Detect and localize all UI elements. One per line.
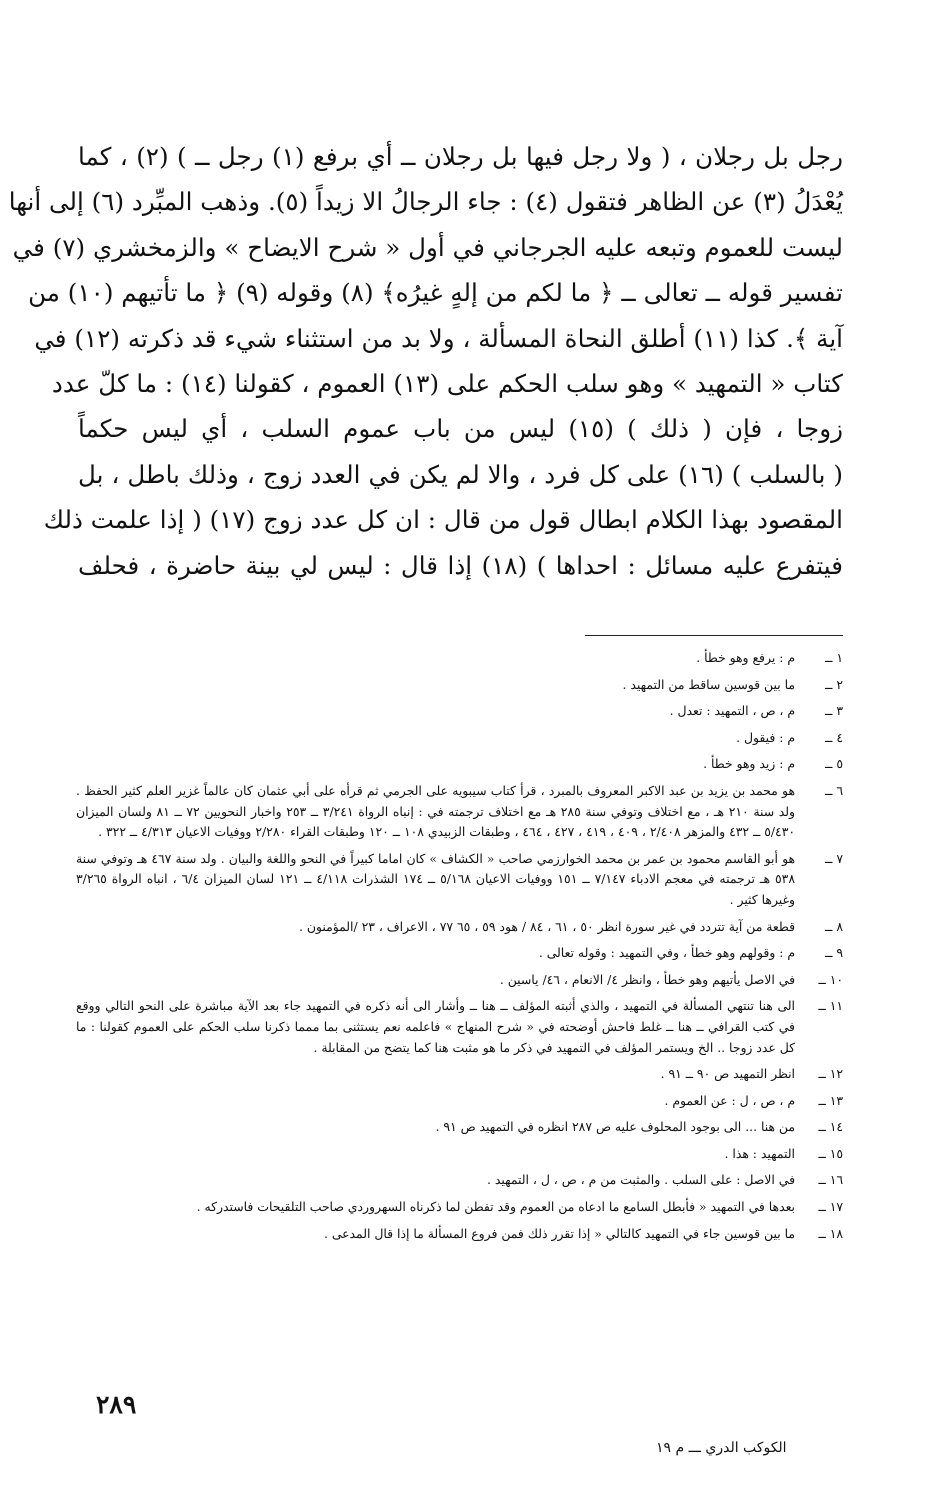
footnote-number: ١٢ ــ bbox=[818, 1066, 843, 1082]
main-line-8: ( بالسلب ) (١٦) على كل فرد ، والا لم يكن في العدد زوج ، وذلك باطل ، بل bbox=[78, 459, 843, 489]
main-text bbox=[8, 134, 844, 588]
footnote-13 bbox=[76, 1091, 843, 1112]
footnote-6 bbox=[76, 781, 843, 843]
footnote-text: بعدها في التمهيد « فأبطل السامع ما ادعاه من العموم وقد تفطن لما ذكرناه السهروردي صاحب التلقيحات فاستدركه . bbox=[196, 1199, 795, 1215]
footnote-number: ١٠ ــ bbox=[818, 971, 843, 987]
footnote-2 bbox=[76, 675, 843, 696]
footnote-text: من هنا ... الى بوجود المحلوف عليه ص ٢٨٧ انظره في التمهيد ص ٩١ . bbox=[435, 1119, 795, 1135]
main-line-9: المقصود بهذا الكلام ابطال قول من قال : ان كل عدد زوج (١٧) ( إذا علمت ذلك bbox=[43, 505, 843, 535]
footnote-text: ما بين قوسين ساقط من التمهيد . bbox=[622, 676, 795, 692]
footnote-text: التمهيد : هذا . bbox=[724, 1145, 795, 1161]
footnote-text: م : وقولهم وهو خطأ ، وفي التمهيد : وقوله تعالى . bbox=[538, 945, 795, 961]
main-line-4: تفسير قوله ــ تعالى ــ ﴿ ما لكم من إلهٍ غيرُه﴾ (٨) وقوله (٩) ﴿ ما تأتيهم (١٠) من bbox=[28, 278, 843, 308]
page-number: ٢٨٩ bbox=[96, 1390, 137, 1419]
footnote-text: هو أبو القاسم محمود بن عمر بن محمد الخوارزمي صاحب « الكشاف » كان اماما كبيراً في النحو واللغة والبيان . ولد سنة ٤٦٧ هـ وتوفي سنة ٥٣٨ هـ ترجمته في معجم الادباء ٧/١٤٧ ــ ١٥١ ووفيات الاعيان ٥/١٦٨ ــ ١٧٤ الشذرات ٤/١١٨ ــ ١٢١ لسان الميزان ٦/٤ ، انباه الرواة ٣/٢٦٥ وغيرها كثير . bbox=[76, 850, 795, 907]
footnote-7 bbox=[76, 849, 843, 911]
main-line-10: فيتفرع عليه مسائل : احداها ) (١٨) إذا قال : ليس لي بينة حاضرة ، فحلف bbox=[78, 550, 843, 580]
footnote-text: قطعة من آية تتردد في غير سورة انظر ٥٠ ، ٦١ ، ٨٤ / هود ٥٩ ، ٦٥ ٧٧ ، الاعراف ، ٢٣ /المؤمنون . bbox=[298, 918, 795, 934]
footnote-4 bbox=[76, 728, 843, 749]
footnote-14 bbox=[76, 1117, 843, 1138]
footnote-number: ١٨ ــ bbox=[818, 1225, 843, 1241]
footnote-number: ١ ــ bbox=[825, 650, 843, 665]
main-line-2: يُعْدَلُ (٣) عن الظاهر فتقول (٤) : جاء الرجالُ الا زيداً (٥). وذهب المبِّرد (٦) إلى أنها bbox=[8, 187, 843, 217]
footnote-1 bbox=[76, 648, 843, 669]
footnote-18 bbox=[76, 1224, 843, 1245]
footnote-12 bbox=[76, 1064, 843, 1085]
footnote-separator bbox=[585, 635, 843, 636]
footnote-text: انظر التمهيد ص ٩٠ ــ ٩١ . bbox=[660, 1066, 795, 1082]
main-line-7: زوجا ، فإن ( ذلك ) (١٥) ليس من باب عموم السلب ، أي ليس حكماً bbox=[78, 414, 843, 444]
footnote-number: ١١ ــ bbox=[818, 998, 843, 1014]
footnote-text: م ، ص ، ل : عن العموم . bbox=[664, 1092, 795, 1108]
footnote-16 bbox=[76, 1170, 843, 1191]
footnote-text: م : فيقول . bbox=[736, 729, 795, 745]
footnote-15 bbox=[76, 1144, 843, 1165]
footnote-number: ٤ ــ bbox=[825, 729, 843, 745]
footnote-number: ٥ ــ bbox=[825, 756, 843, 772]
footnote-text: هو محمد بن يزيد بن عبد الاكبر المعروف بالمبرد ، قرأ كتاب سيبويه على الجرمي ثم قرأه على أبي عثمان كان عالماً غزير العلم كثير الحفظ . ولد سنة ٢١٠ هـ ، مع اختلاف وتوفي سنة ٢٨٥ هـ مع اختلاف ترجمته في : إنباه الرواة ٣/٢٤١ ــ ٢٥٣ واخبار النحويين ٧٢ ــ ٨١ ولسان الميزان ٥/٤٣٠ ــ ٤٣٢ والمزهر ٢/٤٠٨ ، ٤٠٩ ، ٤١٩ ، ٤٢٧ ، ٤٦٤ ، وطبقات الزبيدي ١٠٨ ــ ١٢٠ وطبقات القراء ٢/٢٨٠ ووفيات الاعيان ٤/٣١٣ ــ ٣٢٢ . bbox=[76, 782, 795, 840]
footnote-3 bbox=[76, 701, 843, 722]
footnote-number: ١٦ ــ bbox=[818, 1172, 843, 1188]
footnote-number: ١٤ ــ bbox=[818, 1119, 843, 1135]
footnote-text: في الاصل يأتيهم وهو خطأ ، وانظر ٤/ الانعام ، ٤٦/ ياسين . bbox=[499, 971, 795, 987]
footnote-number: ٢ ــ bbox=[825, 676, 843, 692]
main-line-5: آية ﴾. كذا (١١) أطلق النحاة المسألة ، ولا بد من استثناء شيء قد ذكرته (١٢) في bbox=[34, 323, 843, 353]
footnote-number: ٨ ــ bbox=[825, 918, 843, 934]
footnote-number: ٩ ــ bbox=[825, 945, 843, 961]
footnote-10 bbox=[76, 970, 843, 991]
footnote-number: ٧ ــ bbox=[825, 850, 843, 866]
footnote-number: ١٧ ــ bbox=[818, 1199, 843, 1215]
book-signature: الكوكب الدري ـــ م ١٩ bbox=[656, 1440, 787, 1456]
footnote-text: في الاصل : على السلب . والمثبت من م ، ص ، ل ، التمهيد . bbox=[487, 1172, 795, 1188]
main-line-1: رجل بل رجلان ، ( ولا رجل فيها بل رجلان ــ أي برفع (١) رجل ــ ) (٢) ، كما bbox=[78, 142, 844, 171]
footnote-text: م : يرفع وهو خطأ . bbox=[696, 650, 795, 665]
footnote-11 bbox=[76, 996, 843, 1058]
main-line-6: كتاب « التمهيد » وهو سلب الحكم على (١٣) العموم ، كقولنا (١٤) : ما كلّ عدد bbox=[51, 369, 843, 399]
footnote-17 bbox=[76, 1197, 843, 1218]
footnote-number: ١٣ ــ bbox=[818, 1092, 843, 1108]
footnotes bbox=[76, 648, 843, 1250]
footnote-text: م : زيد وهو خطأ . bbox=[703, 756, 795, 772]
footnote-text: ما بين قوسين جاء في التمهيد كالتالي « إذا تقرر ذلك فمن فروع المسألة ما إذا قال المدعى . bbox=[323, 1225, 795, 1241]
footnote-8 bbox=[76, 917, 843, 938]
footnote-number: ٦ ــ bbox=[825, 782, 843, 798]
footnote-text: الى هنا تنتهي المسألة في التمهيد ، والذي أثبته المؤلف ــ هنا ــ وأشار الى أنه ذكره في التمهيد جاء بعد الآية مباشرة على النحو التالي ووقع في كتب القرافي ــ هنا ــ غلط فاحش أوضحته في « شرح المنهاج » فاعلمه نعم يستثنى بما ممما ذكرنا سلب الحكم على العموم كقولنا : ما كل عدد زوجا .. الخ ويستمر المؤلف في التمهيد في ذكر ما هو مثبت هنا كما يتضح من المقابلة . bbox=[76, 998, 795, 1055]
footnote-number: ١٥ ــ bbox=[818, 1145, 843, 1161]
main-line-3: ليست للعموم وتبعه عليه الجرجاني في أول « شرح الايضاح » والزمخشري (٧) في bbox=[12, 232, 843, 262]
footnote-number: ٣ ــ bbox=[825, 703, 843, 719]
footnote-text: م ، ص ، التمهيد : تعدل . bbox=[669, 703, 795, 719]
footnote-9 bbox=[76, 943, 843, 964]
footnote-5 bbox=[76, 754, 843, 775]
